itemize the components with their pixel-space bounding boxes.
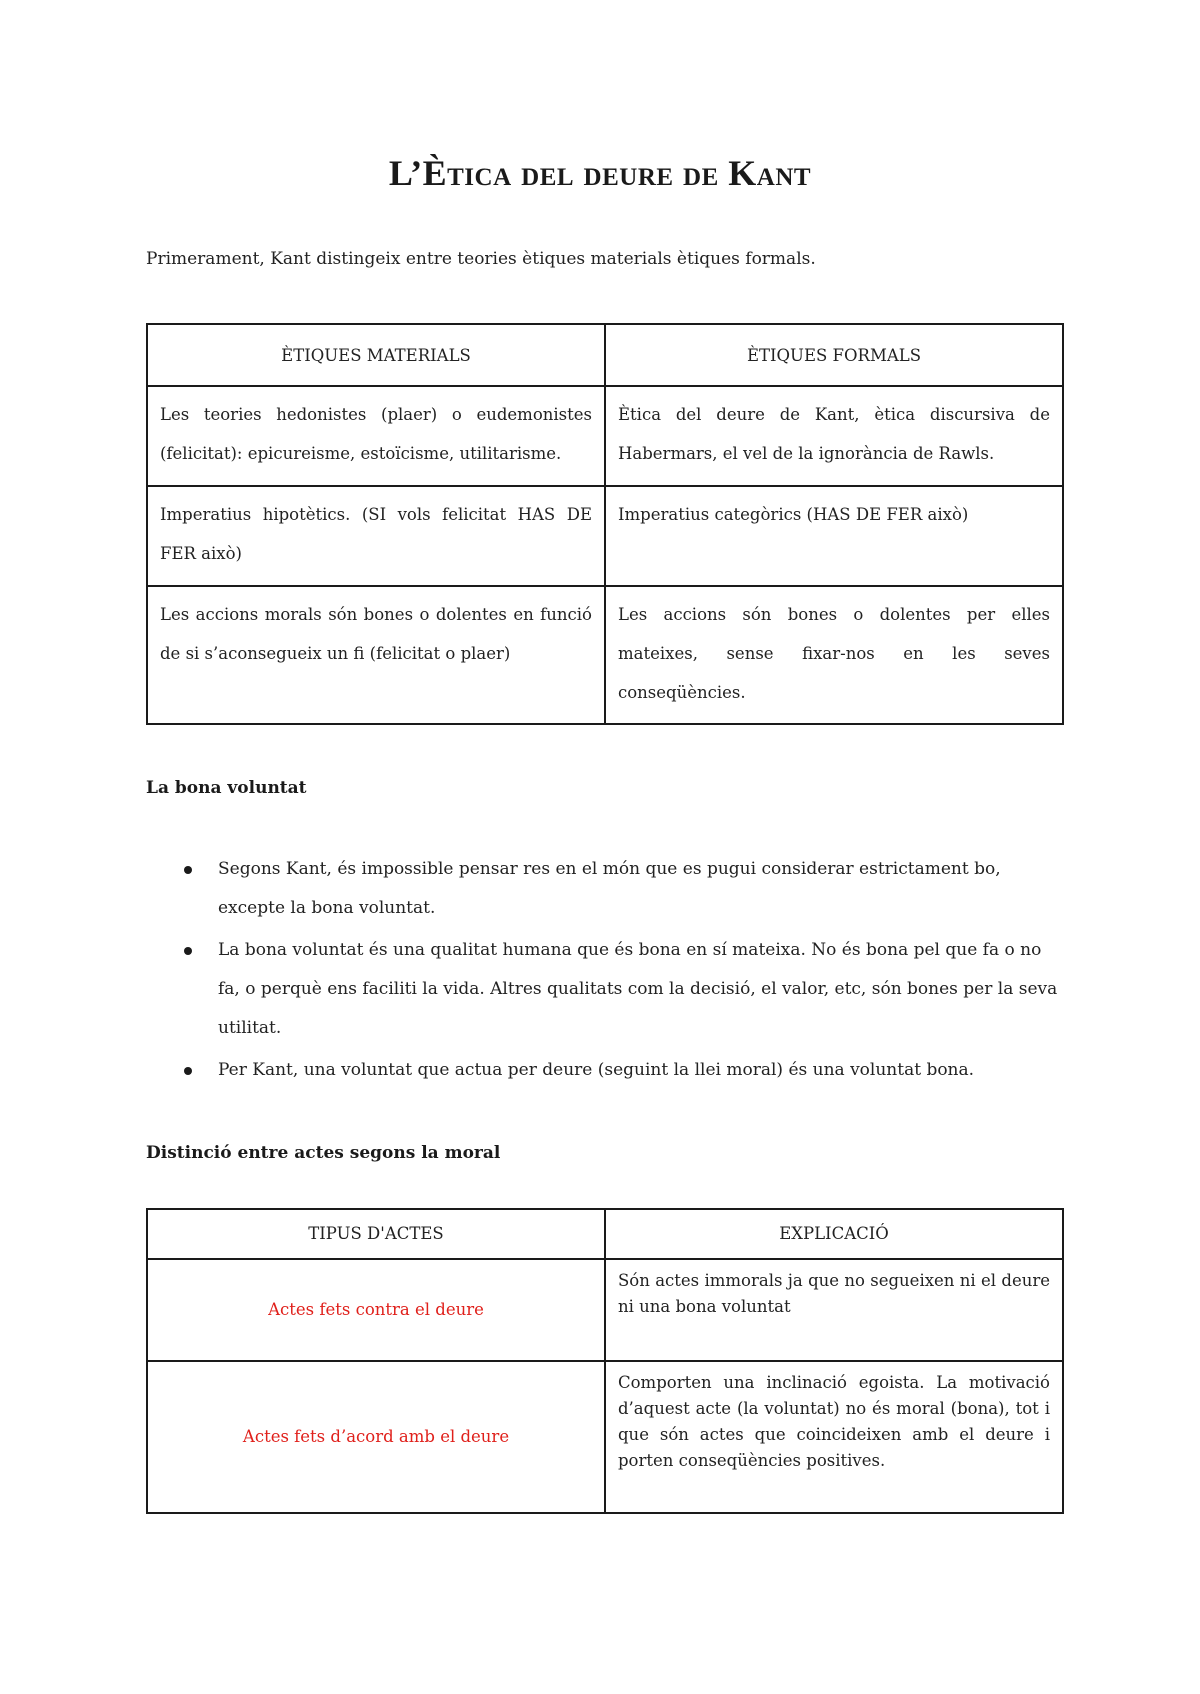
intro-paragraph: Primerament, Kant distingeix entre teories ètiques materials ètiques formals. bbox=[146, 249, 816, 269]
list-item bbox=[146, 850, 1066, 928]
table-cell: Les accions són bones o dolentes per elles mateixes, sense fixar-nos en les seves conseqüències. bbox=[605, 586, 1063, 724]
table-cell: Les accions morals són bones o dolentes en funció de si s’aconsegueix un fi (felicitat o plaer) bbox=[147, 586, 605, 724]
section-heading-bona-voluntat: La bona voluntat bbox=[146, 778, 307, 798]
table-row bbox=[147, 1259, 1063, 1361]
table-row bbox=[147, 386, 1063, 486]
bullet-icon bbox=[184, 866, 192, 874]
header-formal-ethics: ÈTIQUES FORMALS bbox=[605, 324, 1063, 386]
table-cell: Són actes immorals ja que no segueixen ni el deure ni una bona voluntat bbox=[605, 1259, 1063, 1361]
section-heading-distincio: Distinció entre actes segons la moral bbox=[146, 1143, 501, 1163]
table-cell: Comporten una inclinació egoista. La motivació d’aquest acte (la voluntat) no és moral (bona), tot i que són actes que coincideixen amb el deure i porten conseqüències positives. bbox=[605, 1361, 1063, 1513]
acts-types-table bbox=[146, 1208, 1064, 1514]
table-cell: Ètica del deure de Kant, ètica discursiva de Habermars, el vel de la ignorància de Rawls. bbox=[605, 386, 1063, 486]
list-item-text: La bona voluntat és una qualitat humana que és bona en sí mateixa. No és bona pel que fa o no fa, o perquè ens faciliti la vida. Altres qualitats com la decisió, el valor, etc, són bones per la seva utilitat. bbox=[218, 940, 1058, 1038]
table-cell: Imperatius categòrics (HAS DE FER això) bbox=[605, 486, 1063, 586]
table-row bbox=[147, 486, 1063, 586]
act-type-cell: Actes fets contra el deure bbox=[147, 1259, 605, 1361]
page-title: L’Ètica del deure de Kant bbox=[388, 153, 812, 193]
table-cell: Les teories hedonistes (plaer) o eudemonistes (felicitat): epicureisme, estoïcisme, utilitarisme. bbox=[147, 386, 605, 486]
header-explanation: EXPLICACIÓ bbox=[605, 1209, 1063, 1259]
ethics-comparison-table bbox=[146, 323, 1064, 725]
table-cell: Imperatius hipotètics. (SI vols felicitat HAS DE FER això) bbox=[147, 486, 605, 586]
list-item-text: Segons Kant, és impossible pensar res en el món que es pugui considerar estrictament bo, excepte la bona voluntat. bbox=[218, 859, 1001, 918]
bullet-icon bbox=[184, 1067, 192, 1075]
bona-voluntat-bullet-list bbox=[146, 850, 1066, 1093]
list-item-text: Per Kant, una voluntat que actua per deure (seguint la llei moral) és una voluntat bona. bbox=[218, 1060, 975, 1080]
header-act-types: TIPUS D'ACTES bbox=[147, 1209, 605, 1259]
table-header-row bbox=[147, 1209, 1063, 1259]
list-item bbox=[146, 931, 1066, 1048]
table-row bbox=[147, 586, 1063, 724]
header-material-ethics: ÈTIQUES MATERIALS bbox=[147, 324, 605, 386]
list-item bbox=[146, 1051, 1066, 1090]
bullet-icon bbox=[184, 947, 192, 955]
act-type-cell: Actes fets d’acord amb el deure bbox=[147, 1361, 605, 1513]
table-row bbox=[147, 1361, 1063, 1513]
table-header-row bbox=[147, 324, 1063, 386]
